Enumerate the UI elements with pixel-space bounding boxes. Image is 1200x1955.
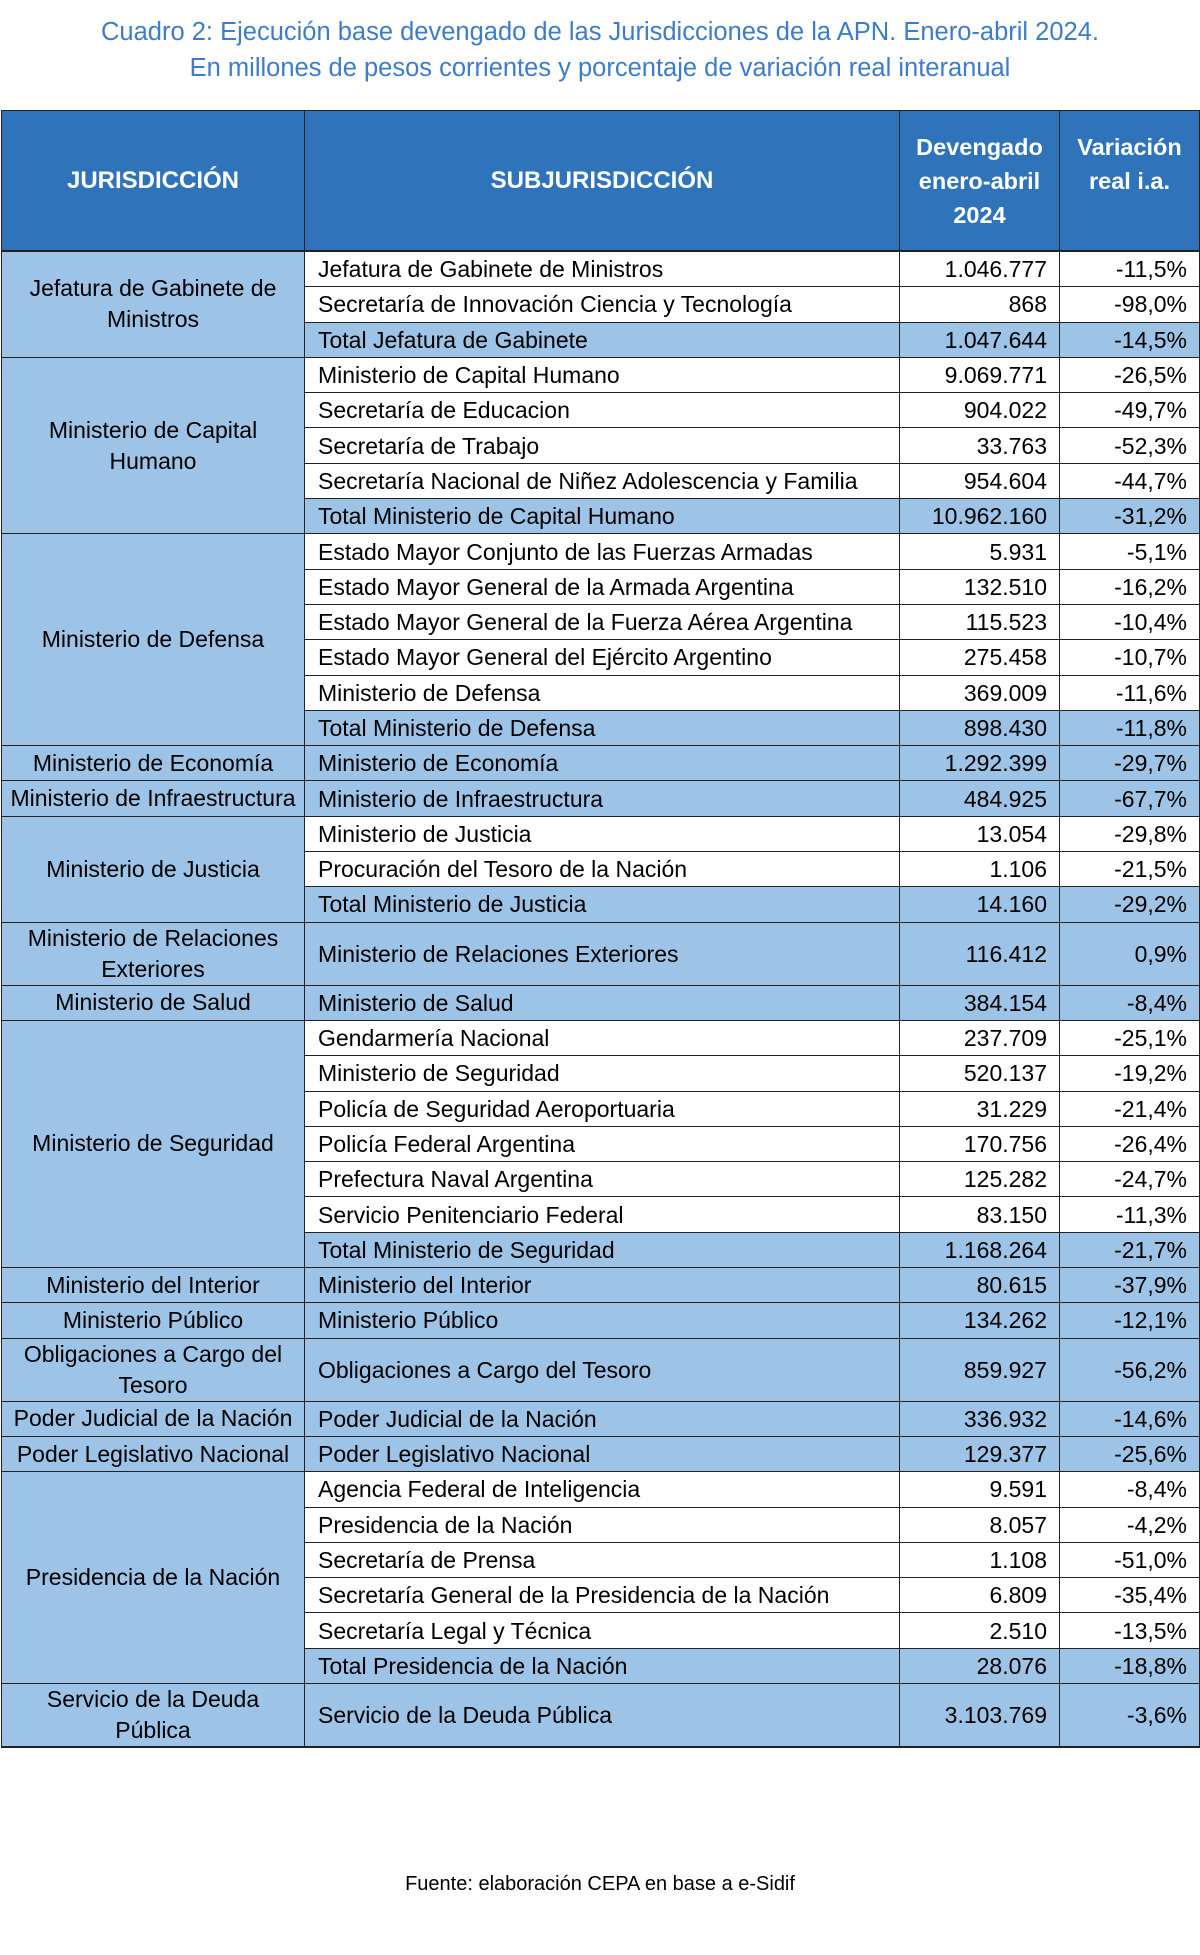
cell-devengado: 520.137 — [900, 1056, 1060, 1091]
cell-jurisdiccion: Ministerio de Economía — [2, 746, 305, 781]
cell-devengado: 384.154 — [900, 985, 1060, 1020]
cell-variacion: -31,2% — [1060, 499, 1200, 534]
cell-jurisdiccion: Ministerio de Justicia — [2, 816, 305, 922]
header-devengado-line-3: 2024 — [953, 201, 1006, 228]
cell-variacion: -21,4% — [1060, 1091, 1200, 1126]
cell-devengado: 10.962.160 — [900, 499, 1060, 534]
cell-jurisdiccion: Servicio de la Deuda Pública — [2, 1683, 305, 1747]
cell-subjurisdiccion: Ministerio del Interior — [305, 1268, 900, 1303]
header-variacion-line-1: Variación — [1077, 133, 1182, 160]
cell-devengado: 954.604 — [900, 463, 1060, 498]
cell-subjurisdiccion: Secretaría Legal y Técnica — [305, 1613, 900, 1648]
cell-variacion: -37,9% — [1060, 1268, 1200, 1303]
cell-variacion: -14,5% — [1060, 322, 1200, 357]
cell-devengado: 2.510 — [900, 1613, 1060, 1648]
cell-variacion: -29,8% — [1060, 816, 1200, 851]
table-title — [0, 14, 1200, 86]
cell-variacion: -67,7% — [1060, 781, 1200, 816]
cell-devengado: 83.150 — [900, 1197, 1060, 1232]
cell-subjurisdiccion: Ministerio de Justicia — [305, 816, 900, 851]
cell-variacion: -21,5% — [1060, 852, 1200, 887]
cell-jurisdiccion: Poder Judicial de la Nación — [2, 1401, 305, 1436]
cell-subjurisdiccion: Ministerio Público — [305, 1303, 900, 1338]
cell-devengado: 125.282 — [900, 1162, 1060, 1197]
cell-subjurisdiccion: Ministerio de Seguridad — [305, 1056, 900, 1091]
cell-variacion: -24,7% — [1060, 1162, 1200, 1197]
header-variacion-line-2: real i.a. — [1089, 167, 1170, 194]
table-row — [2, 922, 1200, 985]
cell-subjurisdiccion: Prefectura Naval Argentina — [305, 1162, 900, 1197]
cell-variacion: -26,5% — [1060, 357, 1200, 392]
cell-jurisdiccion: Ministerio de Capital Humano — [2, 357, 305, 533]
cell-subjurisdiccion: Secretaría de Educacion — [305, 393, 900, 428]
cell-devengado: 336.932 — [900, 1401, 1060, 1436]
cell-subjurisdiccion: Total Ministerio de Capital Humano — [305, 499, 900, 534]
source-note: Fuente: elaboración CEPA en base a e-Sidif — [405, 1873, 795, 1895]
table-row — [2, 985, 1200, 1020]
cell-devengado: 1.292.399 — [900, 746, 1060, 781]
cell-variacion: -21,7% — [1060, 1232, 1200, 1267]
header-row — [2, 111, 1200, 252]
cell-jurisdiccion: Ministerio de Defensa — [2, 534, 305, 746]
cell-devengado: 1.046.777 — [900, 251, 1060, 287]
cell-variacion: -26,4% — [1060, 1126, 1200, 1161]
budget-table — [1, 110, 1200, 1748]
header-variacion — [1060, 111, 1200, 252]
title-line-2: En millones de pesos corrientes y porcentaje de variación real interanual — [189, 54, 1011, 82]
cell-devengado: 859.927 — [900, 1338, 1060, 1401]
cell-subjurisdiccion: Ministerio de Salud — [305, 985, 900, 1020]
cell-subjurisdiccion: Estado Mayor Conjunto de las Fuerzas Armadas — [305, 534, 900, 569]
cell-subjurisdiccion: Ministerio de Capital Humano — [305, 357, 900, 392]
table-row — [2, 1303, 1200, 1338]
cell-subjurisdiccion: Secretaría de Trabajo — [305, 428, 900, 463]
cell-variacion: -25,1% — [1060, 1020, 1200, 1055]
cell-devengado: 484.925 — [900, 781, 1060, 816]
cell-variacion: -52,3% — [1060, 428, 1200, 463]
cell-subjurisdiccion: Procuración del Tesoro de la Nación — [305, 852, 900, 887]
cell-jurisdiccion: Presidencia de la Nación — [2, 1472, 305, 1684]
cell-subjurisdiccion: Policía Federal Argentina — [305, 1126, 900, 1161]
cell-subjurisdiccion: Estado Mayor General de la Armada Argentina — [305, 569, 900, 604]
cell-variacion: -18,8% — [1060, 1648, 1200, 1683]
cell-variacion: -10,4% — [1060, 604, 1200, 639]
cell-devengado: 116.412 — [900, 922, 1060, 985]
cell-jurisdiccion: Ministerio del Interior — [2, 1268, 305, 1303]
cell-subjurisdiccion: Estado Mayor General de la Fuerza Aérea Argentina — [305, 604, 900, 639]
cell-variacion: -13,5% — [1060, 1613, 1200, 1648]
cell-subjurisdiccion: Secretaría General de la Presidencia de la Nación — [305, 1578, 900, 1613]
cell-subjurisdiccion: Jefatura de Gabinete de Ministros — [305, 251, 900, 287]
cell-variacion: -29,7% — [1060, 746, 1200, 781]
cell-jurisdiccion: Poder Legislativo Nacional — [2, 1436, 305, 1471]
cell-devengado: 14.160 — [900, 887, 1060, 922]
cell-devengado: 134.262 — [900, 1303, 1060, 1338]
cell-devengado: 31.229 — [900, 1091, 1060, 1126]
cell-devengado: 115.523 — [900, 604, 1060, 639]
cell-jurisdiccion: Ministerio de Relaciones Exteriores — [2, 922, 305, 985]
cell-devengado: 8.057 — [900, 1507, 1060, 1542]
cell-subjurisdiccion: Policía de Seguridad Aeroportuaria — [305, 1091, 900, 1126]
cell-variacion: -16,2% — [1060, 569, 1200, 604]
cell-subjurisdiccion: Total Ministerio de Seguridad — [305, 1232, 900, 1267]
cell-variacion: -25,6% — [1060, 1436, 1200, 1471]
table-row — [2, 357, 1200, 392]
cell-subjurisdiccion: Ministerio de Defensa — [305, 675, 900, 710]
header-jurisdiccion: JURISDICCIÓN — [2, 111, 305, 252]
cell-subjurisdiccion: Poder Legislativo Nacional — [305, 1436, 900, 1471]
cell-jurisdiccion: Ministerio de Salud — [2, 985, 305, 1020]
cell-devengado: 868 — [900, 287, 1060, 322]
cell-variacion: -49,7% — [1060, 393, 1200, 428]
cell-subjurisdiccion: Total Ministerio de Defensa — [305, 710, 900, 745]
cell-variacion: -98,0% — [1060, 287, 1200, 322]
header-devengado-line-1: Devengado — [916, 133, 1043, 160]
cell-variacion: -11,8% — [1060, 710, 1200, 745]
cell-subjurisdiccion: Secretaría de Innovación Ciencia y Tecnología — [305, 287, 900, 322]
cell-devengado: 898.430 — [900, 710, 1060, 745]
cell-variacion: -11,5% — [1060, 251, 1200, 287]
table-row — [2, 251, 1200, 287]
table-row — [2, 1683, 1200, 1747]
cell-variacion: -3,6% — [1060, 1683, 1200, 1747]
cell-devengado: 1.047.644 — [900, 322, 1060, 357]
header-subjurisdiccion: SUBJURISDICCIÓN — [305, 111, 900, 252]
cell-devengado: 9.069.771 — [900, 357, 1060, 392]
cell-variacion: -19,2% — [1060, 1056, 1200, 1091]
cell-subjurisdiccion: Servicio Penitenciario Federal — [305, 1197, 900, 1232]
table-row — [2, 746, 1200, 781]
cell-subjurisdiccion: Ministerio de Infraestructura — [305, 781, 900, 816]
cell-devengado: 1.108 — [900, 1542, 1060, 1577]
cell-variacion: -4,2% — [1060, 1507, 1200, 1542]
cell-devengado: 13.054 — [900, 816, 1060, 851]
cell-devengado: 80.615 — [900, 1268, 1060, 1303]
cell-variacion: -29,2% — [1060, 887, 1200, 922]
cell-variacion: -12,1% — [1060, 1303, 1200, 1338]
cell-jurisdiccion: Obligaciones a Cargo del Tesoro — [2, 1338, 305, 1401]
cell-devengado: 904.022 — [900, 393, 1060, 428]
cell-subjurisdiccion: Total Presidencia de la Nación — [305, 1648, 900, 1683]
cell-devengado: 170.756 — [900, 1126, 1060, 1161]
cell-subjurisdiccion: Secretaría de Prensa — [305, 1542, 900, 1577]
cell-variacion: -56,2% — [1060, 1338, 1200, 1401]
cell-variacion: -11,6% — [1060, 675, 1200, 710]
cell-devengado: 237.709 — [900, 1020, 1060, 1055]
cell-subjurisdiccion: Presidencia de la Nación — [305, 1507, 900, 1542]
cell-jurisdiccion: Ministerio de Infraestructura — [2, 781, 305, 816]
cell-devengado: 1.168.264 — [900, 1232, 1060, 1267]
table-body — [2, 251, 1200, 1747]
title-line-1: Cuadro 2: Ejecución base devengado de las Jurisdicciones de la APN. Enero-abril 2024. — [101, 18, 1099, 46]
cell-variacion: -44,7% — [1060, 463, 1200, 498]
cell-subjurisdiccion: Servicio de la Deuda Pública — [305, 1683, 900, 1747]
cell-subjurisdiccion: Poder Judicial de la Nación — [305, 1401, 900, 1436]
cell-subjurisdiccion: Gendarmería Nacional — [305, 1020, 900, 1055]
cell-devengado: 3.103.769 — [900, 1683, 1060, 1747]
cell-variacion: -51,0% — [1060, 1542, 1200, 1577]
cell-variacion: -10,7% — [1060, 640, 1200, 675]
table-row — [2, 1338, 1200, 1401]
cell-variacion: -14,6% — [1060, 1401, 1200, 1436]
table-row — [2, 1436, 1200, 1471]
table-row — [2, 781, 1200, 816]
table-row — [2, 1268, 1200, 1303]
cell-jurisdiccion: Ministerio Público — [2, 1303, 305, 1338]
cell-devengado: 1.106 — [900, 852, 1060, 887]
cell-subjurisdiccion: Total Ministerio de Justicia — [305, 887, 900, 922]
cell-subjurisdiccion: Ministerio de Relaciones Exteriores — [305, 922, 900, 985]
cell-subjurisdiccion: Total Jefatura de Gabinete — [305, 322, 900, 357]
cell-subjurisdiccion: Agencia Federal de Inteligencia — [305, 1472, 900, 1507]
cell-variacion: -8,4% — [1060, 985, 1200, 1020]
cell-variacion: -35,4% — [1060, 1578, 1200, 1613]
table-row — [2, 1472, 1200, 1507]
cell-variacion: -5,1% — [1060, 534, 1200, 569]
cell-devengado: 132.510 — [900, 569, 1060, 604]
table-row — [2, 1401, 1200, 1436]
header-devengado — [900, 111, 1060, 252]
cell-devengado: 129.377 — [900, 1436, 1060, 1471]
table-row — [2, 534, 1200, 569]
cell-variacion: -8,4% — [1060, 1472, 1200, 1507]
cell-jurisdiccion: Ministerio de Seguridad — [2, 1020, 305, 1267]
cell-devengado: 33.763 — [900, 428, 1060, 463]
cell-variacion: -11,3% — [1060, 1197, 1200, 1232]
cell-subjurisdiccion: Obligaciones a Cargo del Tesoro — [305, 1338, 900, 1401]
cell-subjurisdiccion: Estado Mayor General del Ejército Argentino — [305, 640, 900, 675]
cell-devengado: 6.809 — [900, 1578, 1060, 1613]
cell-devengado: 5.931 — [900, 534, 1060, 569]
cell-devengado: 28.076 — [900, 1648, 1060, 1683]
cell-devengado: 275.458 — [900, 640, 1060, 675]
cell-variacion: 0,9% — [1060, 922, 1200, 985]
header-devengado-line-2: enero-abril — [918, 167, 1041, 194]
cell-subjurisdiccion: Secretaría Nacional de Niñez Adolescencia y Familia — [305, 463, 900, 498]
table-row — [2, 816, 1200, 851]
table-row — [2, 1020, 1200, 1055]
cell-subjurisdiccion: Ministerio de Economía — [305, 746, 900, 781]
cell-jurisdiccion: Jefatura de Gabinete de Ministros — [2, 251, 305, 357]
cell-devengado: 9.591 — [900, 1472, 1060, 1507]
cell-devengado: 369.009 — [900, 675, 1060, 710]
